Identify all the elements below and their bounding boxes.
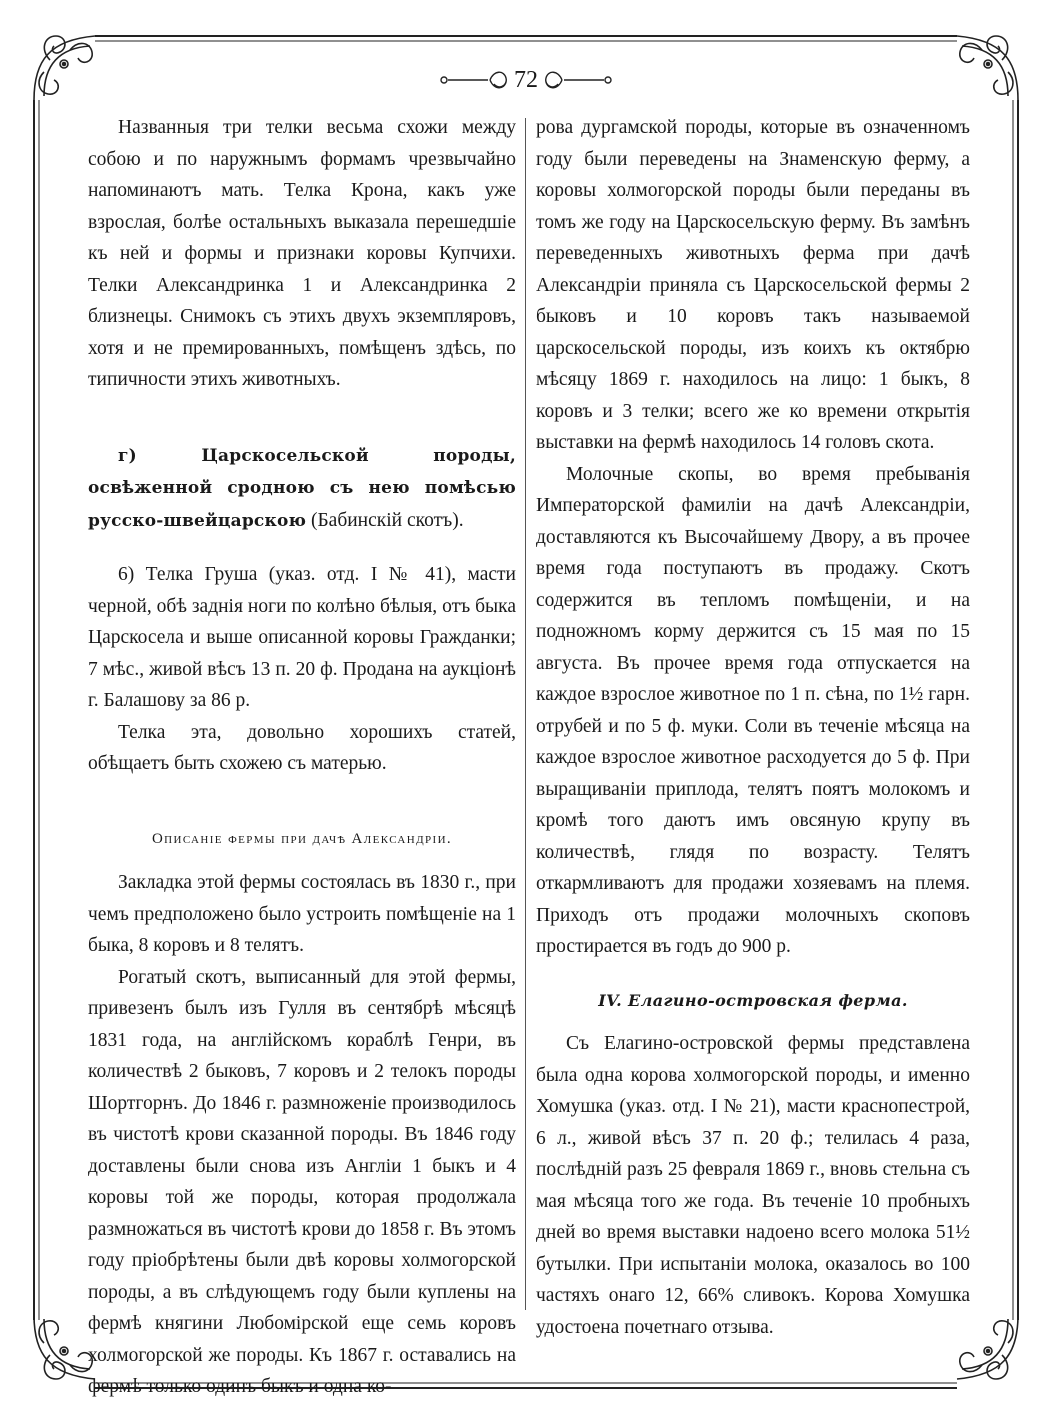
paragraph-heifers-description: Названныя три телки весьма схожи между собою и по наружнымъ формамъ чрезвычайно напоминаютъ мать. Телка Крона, какъ уже взрослая, болѣе остальныхъ выказала перешедшіе къ ней и формы и признаки коровы Купчихи. Телки Александринка 1 и Александринка 2 близнецы. Снимокъ съ этихъ двухъ экземпляровъ, хотя и не премированныхъ, помѣщенъ здѣсь, по типичности этихъ животныхъ. (88, 117, 516, 390)
column-divider (525, 118, 526, 1310)
right-column (536, 112, 970, 1343)
paragraph-cattle-history-continued: рова дургамской породы, которые въ означенномъ году были переведены на Знаменскую ферму, а коровы холмогорской породы были переданы въ томъ же году на Царскосельскую ферму. Въ замѣнъ переведенныхъ животныхъ ферма при дачѣ Александріи приняла съ Царскосельской фермы 2 быковъ и 10 коровъ такъ называемой царскосельской породы, изъ коихъ къ октябрю мѣсяцу 1869 г. находилось на лицо: 1 быкъ, 8 коровъ и 3 телки; всего же ко времени открытія выставки на фермѣ находилось 14 головъ скота. (536, 117, 970, 453)
paragraph-farm-founding: Закладка этой фермы состоялась въ 1830 г., при чемъ предположено было устроить помѣщеніе на 1 быка, 8 коровъ и 8 телятъ. (88, 872, 516, 956)
section-heading-g-bold: г) Царскосельской породы, освѣженной сродною съ нею помѣсью русско-швейцарскою (88, 445, 516, 531)
section-heading-g (88, 440, 516, 538)
paragraph-milk-production: Молочные скопы, во время пребыванія Императорской фамиліи на дачѣ Александріи, доставляются къ Высочайшему Двору, а въ прочее время года поступаютъ въ продажу. Скотъ содержится въ тепломъ помѣщеніи, и на подножномъ корму держится съ 15 мая по 15 августа. Въ прочее время года отпускается на каждое взрослое животное по 1 п. сѣна, по 1½ гарн. отрубей и по 5 ф. муки. Соли въ теченіе мѣсяца на каждое взрослое животное расходуется до 5 ф. При выращиваніи приплода, телятъ поятъ молокомъ и кромѣ того даютъ имъ овсяную крупу въ количествѣ, глядя по возрасту. Телятъ откармливаютъ для продажи хозяевамъ на племя. Приходъ отъ продажи молочныхъ скоповъ простирается въ годъ до 900 р. (536, 463, 970, 957)
page-header (0, 62, 1052, 98)
paragraph-heifer-remark: Телка эта, довольно хорошихъ статей, обѣщаетъ быть схожею съ матерью. (88, 721, 516, 774)
section-title-elagin-farm: IV. Елагино-островская ферма. (598, 990, 908, 1010)
corner-flourish-bottom-left (34, 1315, 95, 1379)
section-heading-g-tail: (Бабинскій скотъ). (306, 509, 464, 531)
page-number: 72 (514, 66, 538, 93)
paragraph-heifer-grusha: 6) Телка Груша (указ. отд. I № 41), масти черной, обѣ заднія ноги по колѣно бѣлыя, отъ быка Царскосела и выше описанной коровы Гражданки; 7 мѣс., живой вѣсъ 13 п. 20 ф. Продана на аукціонѣ г. Балашову за 86 р. (88, 564, 516, 711)
paragraph-cattle-history: Рогатый скотъ, выписанный для этой фермы, привезенъ былъ изъ Гулля въ сентябрѣ мѣсяцѣ 1831 года, на англійскомъ кораблѣ Генри, въ количествѣ 2 быковъ, 7 коровъ и 2 телокъ породы Шортгорнъ. До 1846 г. размноженіе производилось въ чистотѣ крови сказанной породы. Въ 1846 году доставлены были снова изъ Англіи 1 быкъ и 4 коровы той же породы, которая продолжала размножаться въ чистотѣ крови до 1858 г. Въ этомъ году пріобрѣтены были двѣ коровы холмогорской породы, а въ слѣдующемъ году были куплены на фермѣ княгини Любомірской еще семь коровъ холмогорской же породы. Къ 1867 г. оставались на фермѣ только одинъ быкъ и одна ко- (88, 966, 516, 1397)
left-column (88, 112, 516, 1403)
subheading-farm-description: Описаніе фермы при дачѣ Александріи. (151, 830, 453, 847)
paragraph-cow-khomushka: Съ Елагино-островской фермы представлена была одна корова холмогорской породы, и именно Хомушка (указ. отд. I № 21), масти краснопестрой, 6 л., живой вѣсъ 37 п. 20 ф.; телилась 4 раза, послѣдній разъ 25 февраля 1869 г., вновь стельна съ мая мѣсяца того же года. Въ теченіе 10 пробныхъ дней во время выставки надоено всего молока 51½ бутылки. При испытаніи молока, оказалось во 100 частяхъ онаго 12, 66% сливокъ. Корова Хомушка удостоена почетнаго отзыва. (536, 1033, 970, 1338)
